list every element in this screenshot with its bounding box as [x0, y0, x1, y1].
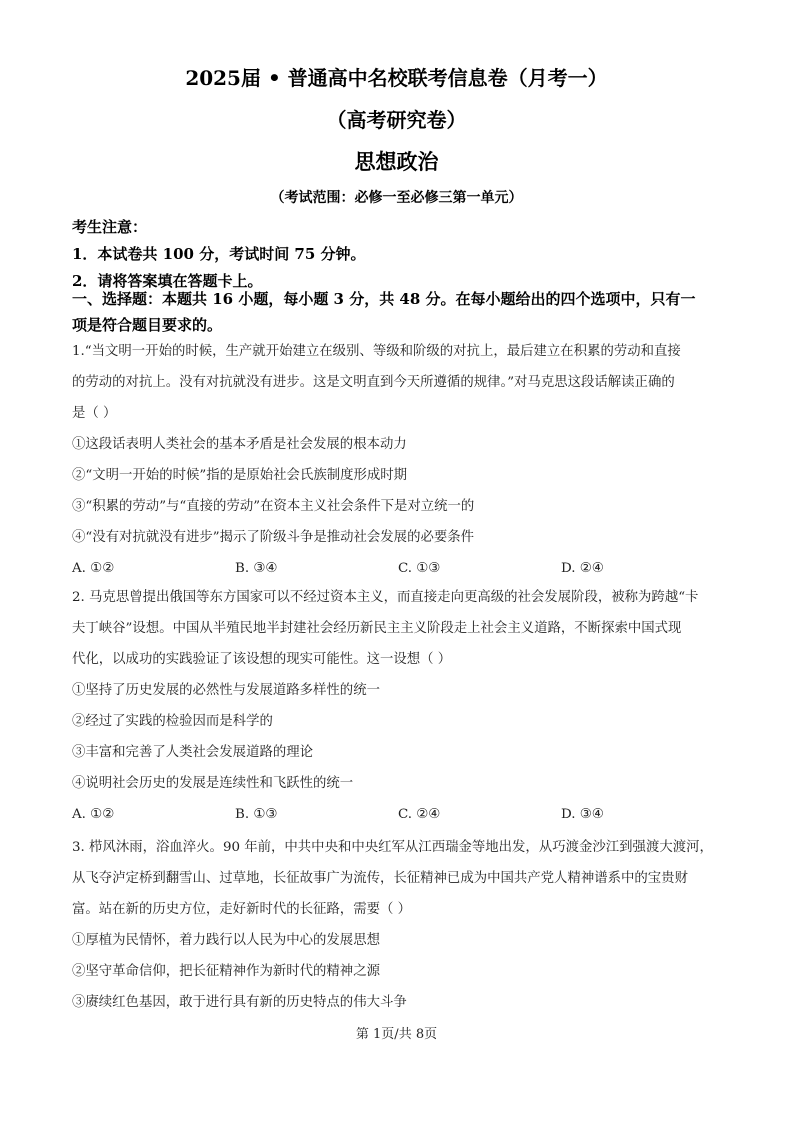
option-b: B. ①③: [235, 807, 278, 822]
statement: ①坚持了历史发展的必然性与发展道路多样性的统一: [72, 683, 380, 698]
notice-item: 1．本试卷共 100 分，考试时间 75 分钟。: [72, 245, 366, 263]
question-stem-line: 3. 栉风沐雨，浴血淬火。90 年前，中共中央和中央红军从江西瑞金等地出发，从巧渡金沙江到强渡大渡河，: [72, 840, 713, 855]
statement: ②坚守革命信仰，把长征精神作为新时代的精神之源: [72, 964, 380, 979]
page-number: 第 1页/共 8页: [355, 1027, 438, 1042]
answer-options: [72, 553, 732, 584]
candidate-notice: [72, 214, 732, 295]
question-stem-line: 的劳动的对抗上。没有对抗就没有进步。这是文明直到今天所遵循的规律。”对马克思这段话解读正确的: [72, 375, 675, 390]
question-stem-line: 2. 马克思曾提出俄国等东方国家可以不经过资本主义，而直接走向更高级的社会发展阶段，被称为跨越“卡: [72, 590, 699, 605]
statement: ③赓续红色基因，敢于进行具有新的历史特点的伟大斗争: [72, 995, 407, 1010]
statement: ①厚植为民情怀，着力践行以人民为中心的发展思想: [72, 933, 380, 948]
exam-scope: （考试范围：必修一至必修三第一单元）: [270, 190, 523, 206]
question-3: [72, 832, 732, 1018]
statement: ③“积累的劳动”与“直接的劳动”在资本主义社会条件下是对立统一的: [72, 499, 475, 514]
question-stem-line: 代化，以成功的实践验证了该设想的现实可能性。这一设想（ ）: [72, 652, 452, 667]
exam-title: 2025届 • 普通高中名校联考信息卷（月考一）: [185, 66, 608, 90]
option-c: C. ②④: [398, 807, 441, 822]
exam-subtitle: （高考研究卷）: [326, 108, 467, 132]
option-c: C. ①③: [398, 561, 441, 576]
option-a: A. ①②: [72, 807, 115, 822]
question-stem-line: 是（ ）: [72, 406, 117, 421]
question-stem-line: 富。站在新的历史方位，走好新时代的长征路，需要（ ）: [72, 902, 412, 917]
question-2: [72, 582, 732, 830]
question-stem-line: 从飞夺泸定桥到翻雪山、过草地，长征故事广为流传，长征精神已成为中国共产党人精神谱系中的宝贵财: [72, 871, 688, 886]
question-stem-line: 1.“当文明一开始的时候，生产就开始建立在级别、等级和阶级的对抗上，最后建立在积累的劳动和直接: [72, 344, 681, 359]
statement: ④说明社会历史的发展是连续性和飞跃性的统一: [72, 776, 354, 791]
question-stem-line: 夫丁峡谷”设想。中国从半殖民地半封建社会经历新民主主义阶段走上社会主义道路，不断探索中国式现: [72, 621, 682, 636]
option-d: D. ③④: [561, 807, 604, 822]
answer-options: [72, 799, 732, 830]
statement: ②经过了实践的检验因而是科学的: [72, 714, 273, 729]
statement: ④“没有对抗就没有进步”揭示了阶级斗争是推动社会发展的必要条件: [72, 530, 475, 545]
option-a: A. ①②: [72, 561, 115, 576]
option-b: B. ③④: [235, 561, 278, 576]
statement: ①这段话表明人类社会的基本矛盾是社会发展的根本动力: [72, 437, 407, 452]
option-d: D. ②④: [561, 561, 604, 576]
section-line: 一、选择题：本题共 16 小题，每小题 3 分，共 48 分。在每小题给出的四个选项中，只有一: [72, 290, 696, 308]
section-line: 项是符合题目要求的。: [72, 316, 223, 334]
section-heading: [72, 286, 732, 338]
statement: ③丰富和完善了人类社会发展道路的理论: [72, 745, 314, 760]
notice-item: 2．请将答案填在答题卡上。: [72, 272, 263, 290]
notice-heading: 考生注意：: [72, 218, 148, 236]
question-1: [72, 336, 732, 584]
subject-title: 思想政治: [354, 149, 439, 174]
statement: ②“文明一开始的时候”指的是原始社会氏族制度形成时期: [72, 468, 408, 483]
